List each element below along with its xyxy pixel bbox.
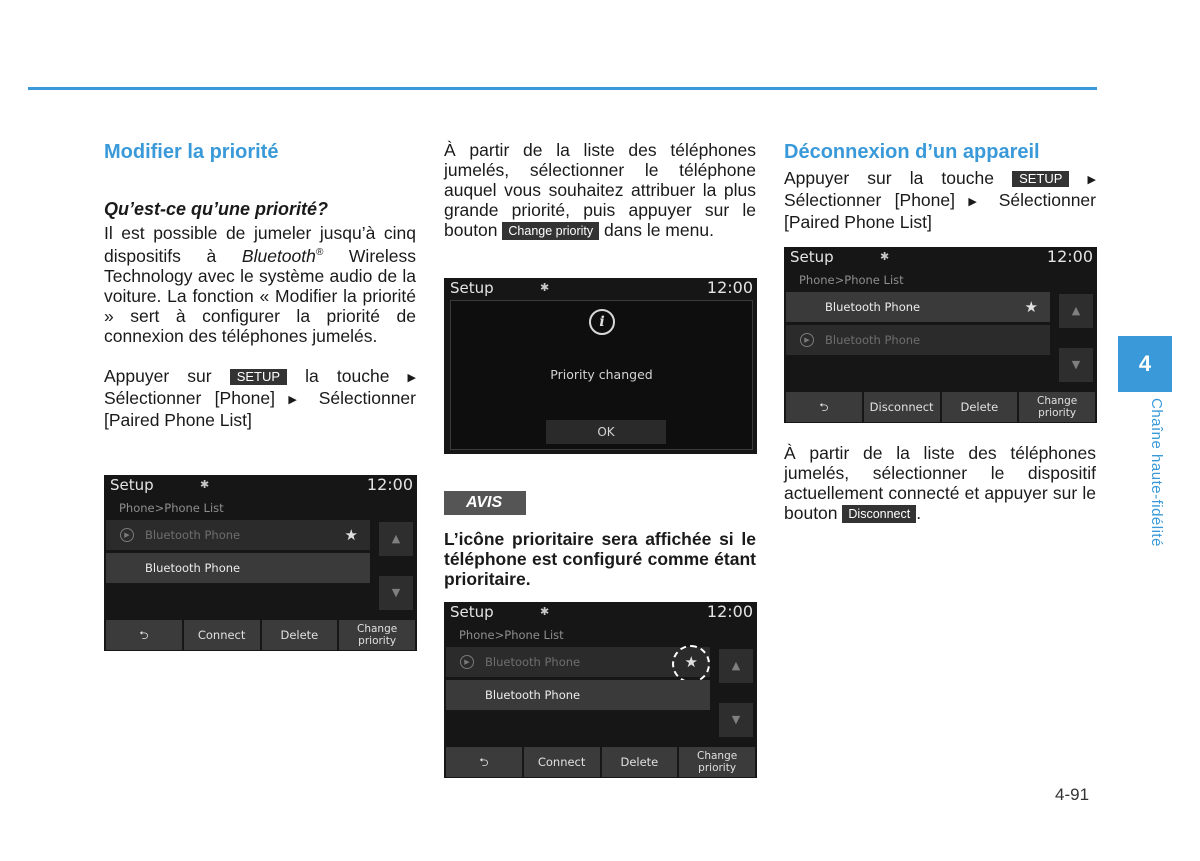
bluetooth-icon: ✱: [540, 605, 550, 618]
column-3-lower: [784, 443, 1096, 523]
delete-button[interactable]: Delete: [942, 392, 1018, 422]
screen-header: [104, 475, 417, 497]
clock: 12:00: [706, 278, 753, 297]
setup-key-chip: SETUP: [230, 369, 287, 385]
disconnect-button[interactable]: Disconnect: [864, 392, 940, 422]
bluetooth-icon: ✱: [200, 478, 210, 491]
scroll-up-button[interactable]: ▲: [379, 522, 413, 556]
arrow-right-icon: ▶: [968, 196, 986, 208]
list-item[interactable]: Bluetooth Phone: [106, 553, 370, 583]
screen-phone-list-2: [444, 602, 757, 778]
button-bar: [786, 392, 1095, 422]
highlight-circle: [672, 645, 710, 683]
clock: 12:00: [706, 602, 753, 621]
info-icon: i: [589, 309, 615, 335]
screen-header: [444, 602, 757, 624]
screen-title: Setup: [450, 279, 494, 297]
list-item[interactable]: ▶ Bluetooth Phone ★: [106, 520, 370, 550]
screen-header: [444, 278, 757, 300]
column-1: [104, 140, 416, 430]
play-icon: ▶: [120, 528, 134, 542]
paragraph: À partir de la liste des téléphones jumelés, sélectionner le téléphone auquel vous souhaitez attribuer la plus grande priorité, puis appuyer sur le bouton Change priority dans le menu.: [444, 140, 756, 240]
notice-text: L’icône prioritaire sera affichée si le téléphone est configuré comme étant prioritaire.: [444, 529, 756, 589]
column-3: [784, 140, 1096, 232]
back-button[interactable]: ⮌: [786, 392, 862, 422]
screen-title: Setup: [110, 476, 154, 494]
play-icon: ▶: [460, 655, 474, 669]
scroll-down-button[interactable]: ▼: [379, 576, 413, 610]
list-item[interactable]: ▶ Bluetooth Phone ★: [446, 647, 710, 677]
change-priority-button[interactable]: Change priority: [679, 747, 755, 777]
breadcrumb: Phone>Phone List: [799, 273, 904, 287]
change-priority-button[interactable]: Change priority: [339, 620, 415, 650]
screen-title: Setup: [790, 248, 834, 266]
change-priority-chip: Change priority: [502, 222, 599, 240]
breadcrumb: Phone>Phone List: [119, 501, 224, 515]
connect-button[interactable]: Connect: [524, 747, 600, 777]
column-2: [444, 140, 756, 240]
screen-priority-popup: [444, 278, 757, 454]
arrow-right-icon: ▶: [407, 371, 416, 384]
setup-key-chip: SETUP: [1012, 171, 1069, 187]
clock: 12:00: [366, 475, 413, 494]
bluetooth-icon: ✱: [540, 281, 550, 294]
screen-header: [784, 247, 1097, 269]
star-icon: ★: [684, 653, 698, 671]
delete-button[interactable]: Delete: [602, 747, 678, 777]
chapter-number-tab: 4: [1118, 336, 1172, 392]
screen-phone-list-3: [784, 247, 1097, 423]
list-item[interactable]: Bluetooth Phone: [446, 680, 710, 710]
arrow-right-icon: ▶: [288, 393, 306, 406]
scroll-down-button[interactable]: ▼: [719, 703, 753, 737]
notice-tag: AVIS: [444, 491, 526, 515]
change-priority-button[interactable]: Change priority: [1019, 392, 1095, 422]
paragraph: Appuyer sur la touche SETUP ▶ Sélectionner [Phone] ▶ Sélectionner [Paired Phone List]: [784, 168, 1096, 232]
sub-heading: Qu’est-ce qu’une priorité?: [104, 199, 329, 219]
arrow-right-icon: ▶: [1087, 174, 1096, 186]
scroll-down-button[interactable]: ▼: [1059, 348, 1093, 382]
screen-phone-list-1: [104, 475, 417, 651]
clock: 12:00: [1046, 247, 1093, 266]
chapter-label: Chaîne haute-fidélité: [1148, 398, 1165, 547]
back-button[interactable]: ⮌: [446, 747, 522, 777]
section-heading: Déconnexion d’un appareil: [784, 141, 1040, 163]
page-number: 4-91: [1055, 785, 1090, 804]
paragraph: À partir de la liste des téléphones jumelés, sélectionner le dispositif actuellement connecté et appuyer sur le bouton Disconnect .: [784, 443, 1096, 523]
breadcrumb: Phone>Phone List: [459, 628, 564, 642]
scroll-up-button[interactable]: ▲: [719, 649, 753, 683]
button-bar: [446, 747, 755, 777]
list-item[interactable]: Bluetooth Phone ★: [786, 292, 1050, 322]
button-bar: [106, 620, 415, 650]
connect-button[interactable]: Connect: [184, 620, 260, 650]
paragraph: Appuyer sur SETUP la touche ▶ Sélectionner [Phone] ▶ Sélectionner [Paired Phone List]: [104, 365, 416, 430]
screen-title: Setup: [450, 603, 494, 621]
notice: [444, 491, 756, 589]
delete-button[interactable]: Delete: [262, 620, 338, 650]
paragraph: Il est possible de jumeler jusqu’à cinq dispositifs à Bluetooth® Wireless Technology avec le système audio de la voiture. La fonction « Modifier la priorité » sert à configurer la priorité de connexion des téléphones jumelés.: [104, 223, 417, 346]
header-rule: [28, 87, 1097, 90]
star-icon: ★: [344, 526, 358, 544]
play-icon: ▶: [800, 333, 814, 347]
popup-message: Priority changed: [550, 367, 653, 382]
popup-dialog: [450, 300, 753, 450]
disconnect-chip: Disconnect: [842, 505, 916, 523]
star-icon: ★: [1024, 298, 1038, 316]
bluetooth-icon: ✱: [880, 250, 890, 263]
list-item[interactable]: ▶ Bluetooth Phone: [786, 325, 1050, 355]
scroll-up-button[interactable]: ▲: [1059, 294, 1093, 328]
back-button[interactable]: ⮌: [106, 620, 182, 650]
section-heading: Modifier la priorité: [104, 141, 279, 163]
ok-button[interactable]: OK: [546, 420, 666, 444]
